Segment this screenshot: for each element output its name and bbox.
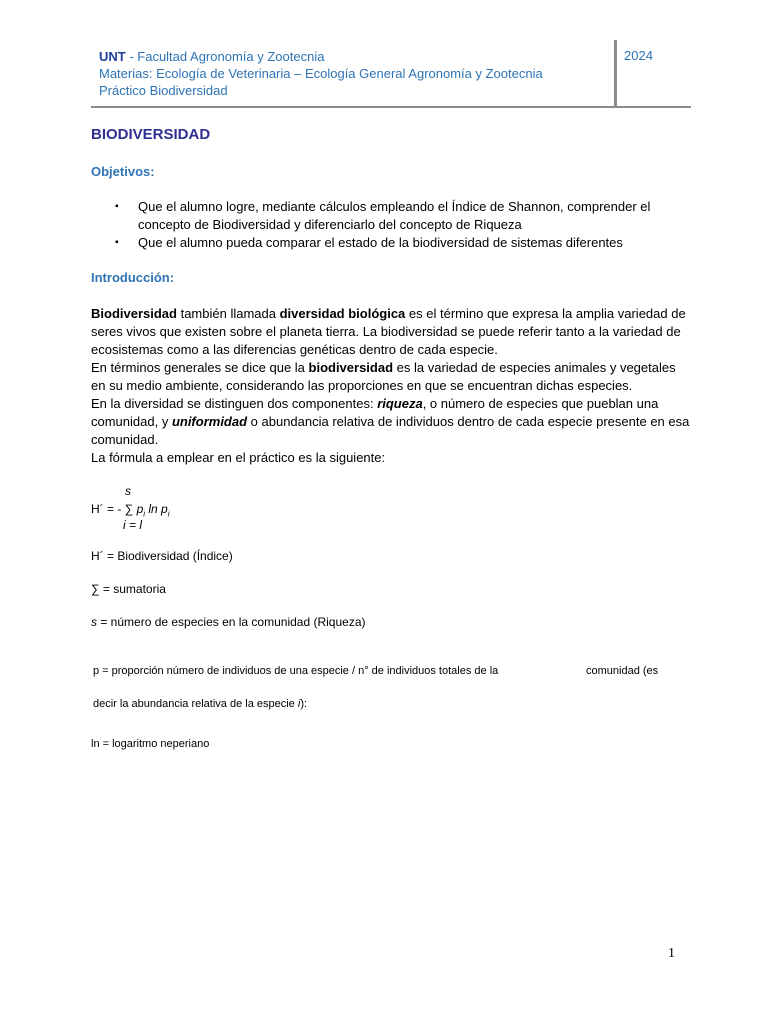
text: En términos generales se dice que la <box>91 360 309 375</box>
text: ): <box>300 698 308 710</box>
bold-italic-term: riqueza <box>377 396 423 411</box>
list-item <box>91 198 691 234</box>
objetivos-list <box>91 198 691 252</box>
text: En la diversidad se distinguen dos componentes: <box>91 396 378 411</box>
paragraph <box>91 395 691 449</box>
def-p-line1: p = proporción número de individuos de una especie / n° de individuos totales de la <box>93 665 499 677</box>
def-s-text: = número de especies en la comunidad (Riqueza) <box>97 615 366 629</box>
page-header <box>91 46 691 108</box>
formula-p: p <box>136 502 144 516</box>
introduccion-body <box>91 305 691 467</box>
formula-ln: ln p <box>145 502 168 516</box>
bold-term: Biodiversidad <box>91 306 177 321</box>
header-materias: Materias: Ecología de Veterinaria – Ecología General Agronomía y Zootecnia <box>99 66 543 81</box>
paragraph: La fórmula a emplear en el práctico es la siguiente: <box>91 450 386 465</box>
bullet-icon: ▪ <box>115 201 119 212</box>
text: es el término que expresa la amplia variedad de seres vivos que existen sobre el planeta tierra. La biodiversidad se puede referir tanto a la variedad de ecosistemas como a las diferencias genéticas dentro de cada especie. <box>91 306 686 357</box>
def-sum: ∑ = sumatoria <box>91 582 166 596</box>
def-p-line1-end: comunidad (es <box>586 665 659 677</box>
text: decir la abundancia relativa de la especie <box>93 698 298 710</box>
def-h: H´ = Biodiversidad (Índice) <box>91 549 233 563</box>
text: , o número de especies que pueblan una comunidad, y <box>91 396 659 429</box>
header-divider <box>614 40 617 106</box>
bold-italic-term: uniformidad <box>171 414 248 429</box>
formula-sub: i <box>143 509 146 519</box>
header-text <box>99 48 543 99</box>
header-faculty: - Facultad Agronomía y Zootecnia <box>125 49 325 64</box>
list-item <box>91 234 691 252</box>
formula-lhs: H´ = - ∑ <box>91 502 137 516</box>
formula-upper-limit: s <box>125 484 131 498</box>
formula-lower-limit: i = l <box>123 518 143 532</box>
objetivo-text: Que el alumno pueda comparar el estado de la biodiversidad de sistemas diferentes <box>138 235 623 250</box>
def-ln: ln = logaritmo neperiano <box>91 738 210 750</box>
bold-term: biodiversidad <box>308 360 394 375</box>
introduccion-heading: Introducción: <box>91 270 175 285</box>
text-italic: i <box>297 698 301 710</box>
text: o abundancia relativa de individuos dentro de cada especie presente en esa comunidad. <box>91 414 690 447</box>
document-title: BIODIVERSIDAD <box>91 126 211 143</box>
shannon-formula <box>91 502 170 518</box>
text: también llamada <box>176 306 280 321</box>
header-practico: Práctico Biodiversidad <box>99 83 228 98</box>
def-s <box>91 615 366 629</box>
objetivos-heading: Objetivos: <box>91 164 155 179</box>
paragraph <box>91 305 691 359</box>
def-p-line2 <box>93 698 307 710</box>
formula-sub: i <box>167 509 170 519</box>
bullet-icon: ▪ <box>115 237 119 248</box>
paragraph <box>91 359 691 395</box>
text: es la variedad de especies animales y vegetales en su medio ambiente, considerando las proporciones en que se encuentran dichas especies. <box>91 360 676 393</box>
def-s-var: s <box>91 615 97 629</box>
page-number: 1 <box>668 946 675 961</box>
header-year: 2024 <box>624 48 653 63</box>
objetivo-text: Que el alumno logre, mediante cálculos empleando el Índice de Shannon, comprender el concepto de Biodiversidad y diferenciarlo del concepto de Riqueza <box>138 199 651 232</box>
bold-term: diversidad biológica <box>279 306 406 321</box>
header-unt: UNT <box>99 49 126 64</box>
